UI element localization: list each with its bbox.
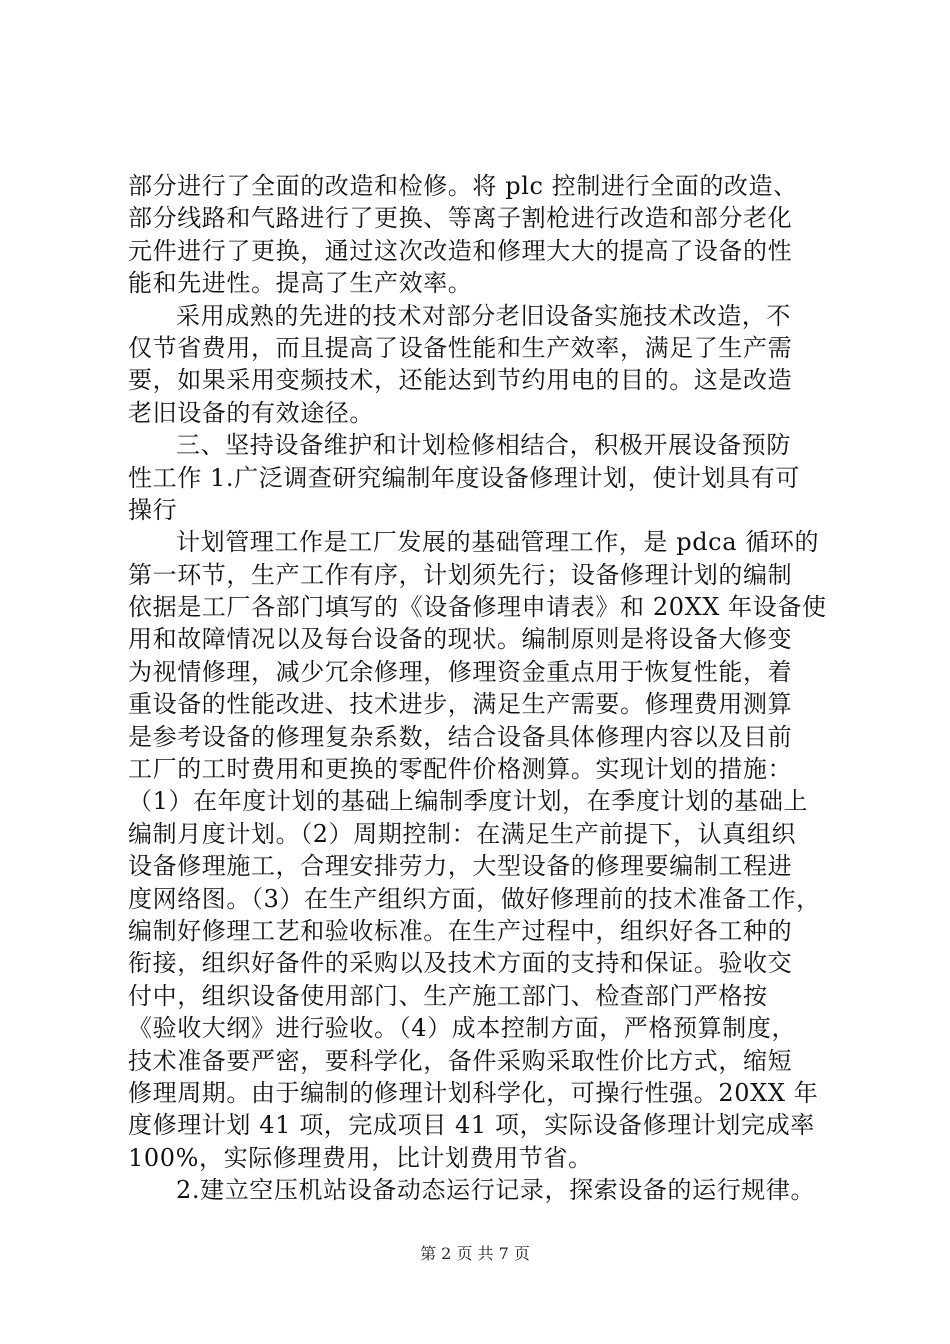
- text-line: 依据是工厂各部门填写的《设备修理申请表》和 20XX 年设备使: [128, 593, 827, 622]
- text-line: 第一环节，生产工作有序，计划须先行；设备修理计划的编制: [128, 560, 793, 589]
- text-line: 仅节省费用，而且提高了设备性能和生产效率，满足了生产需: [128, 333, 793, 362]
- body-text: [128, 170, 840, 1207]
- text-line: 要，如果采用变频技术，还能达到节约用电的目的。这是改造: [128, 366, 793, 395]
- text-line: 编制月度计划。（2）周期控制：在满足生产前提下，认真组织: [128, 819, 797, 848]
- text-line: 100%，实际修理费用，比计划费用节省。: [128, 1143, 593, 1172]
- page-number-footer: 第 2 页 共 7 页: [420, 1244, 530, 1263]
- text-line: 度网络图。（3）在生产组织方面，做好修理前的技术准备工作，: [128, 884, 821, 913]
- text-line: 工厂的工时费用和更换的零配件价格测算。实现计划的措施：: [128, 755, 793, 784]
- text-line: 编制好修理工艺和验收标准。在生产过程中，组织好各工种的: [128, 916, 793, 945]
- text-line: 衔接，组织好备件的采购以及技术方面的支持和保证。验收交: [128, 949, 793, 978]
- text-line: 重设备的性能改进、技术进步，满足生产需要。修理费用测算: [128, 690, 793, 719]
- text-line: 性工作 1.广泛调查研究编制年度设备修理计划，使计划具有可: [128, 463, 800, 492]
- text-line: 部分进行了全面的改造和检修。将 plc 控制进行全面的改造、: [128, 172, 798, 200]
- section-heading-line: 三、坚持设备维护和计划检修相结合，积极开展设备预防: [176, 431, 791, 460]
- text-line: 技术准备要严密，要科学化，备件采购采取性价比方式，缩短: [128, 1046, 793, 1075]
- text-line: 付中，组织设备使用部门、生产施工部门、检查部门严格按: [128, 981, 768, 1010]
- text-line: 能和先进性。提高了生产效率。: [128, 269, 473, 298]
- text-line: 2.建立空压机站设备动态运行记录，探索设备的运行规律。: [176, 1176, 816, 1205]
- text-line: 用和故障情况以及每台设备的现状。编制原则是将设备大修变: [128, 625, 793, 654]
- text-line: 操行: [128, 495, 178, 524]
- text-line: （1）在年度计划的基础上编制季度计划，在季度计划的基础上: [128, 787, 809, 816]
- text-line: 老旧设备的有效途径。: [128, 398, 374, 427]
- text-line: 修理周期。由于编制的修理计划科学化，可操行性强。20XX 年: [128, 1078, 819, 1107]
- text-line: 计划管理工作是工厂发展的基础管理工作，是 pdca 循环的: [176, 528, 820, 557]
- text-line: 元件进行了更换，通过这次改造和修理大大的提高了设备的性: [128, 236, 793, 265]
- text-line: 《验收大纲》进行验收。（4）成本控制方面，严格预算制度，: [128, 1014, 797, 1043]
- text-line: 设备修理施工，合理安排劳力，大型设备的修理要编制工程进: [128, 852, 793, 881]
- text-line: 为视情修理，减少冗余修理，修理资金重点用于恢复性能，着: [128, 657, 793, 686]
- text-line: 采用成熟的先进的技术对部分老旧设备实施技术改造，不: [176, 301, 791, 330]
- text-line: 度修理计划 41 项，完成项目 41 项，实际设备修理计划完成率: [128, 1111, 815, 1140]
- text-line: 部分线路和气路进行了更换、等离子割枪进行改造和部分老化: [128, 204, 793, 233]
- text-line: 是参考设备的修理复杂系数，结合设备具体修理内容以及目前: [128, 722, 793, 751]
